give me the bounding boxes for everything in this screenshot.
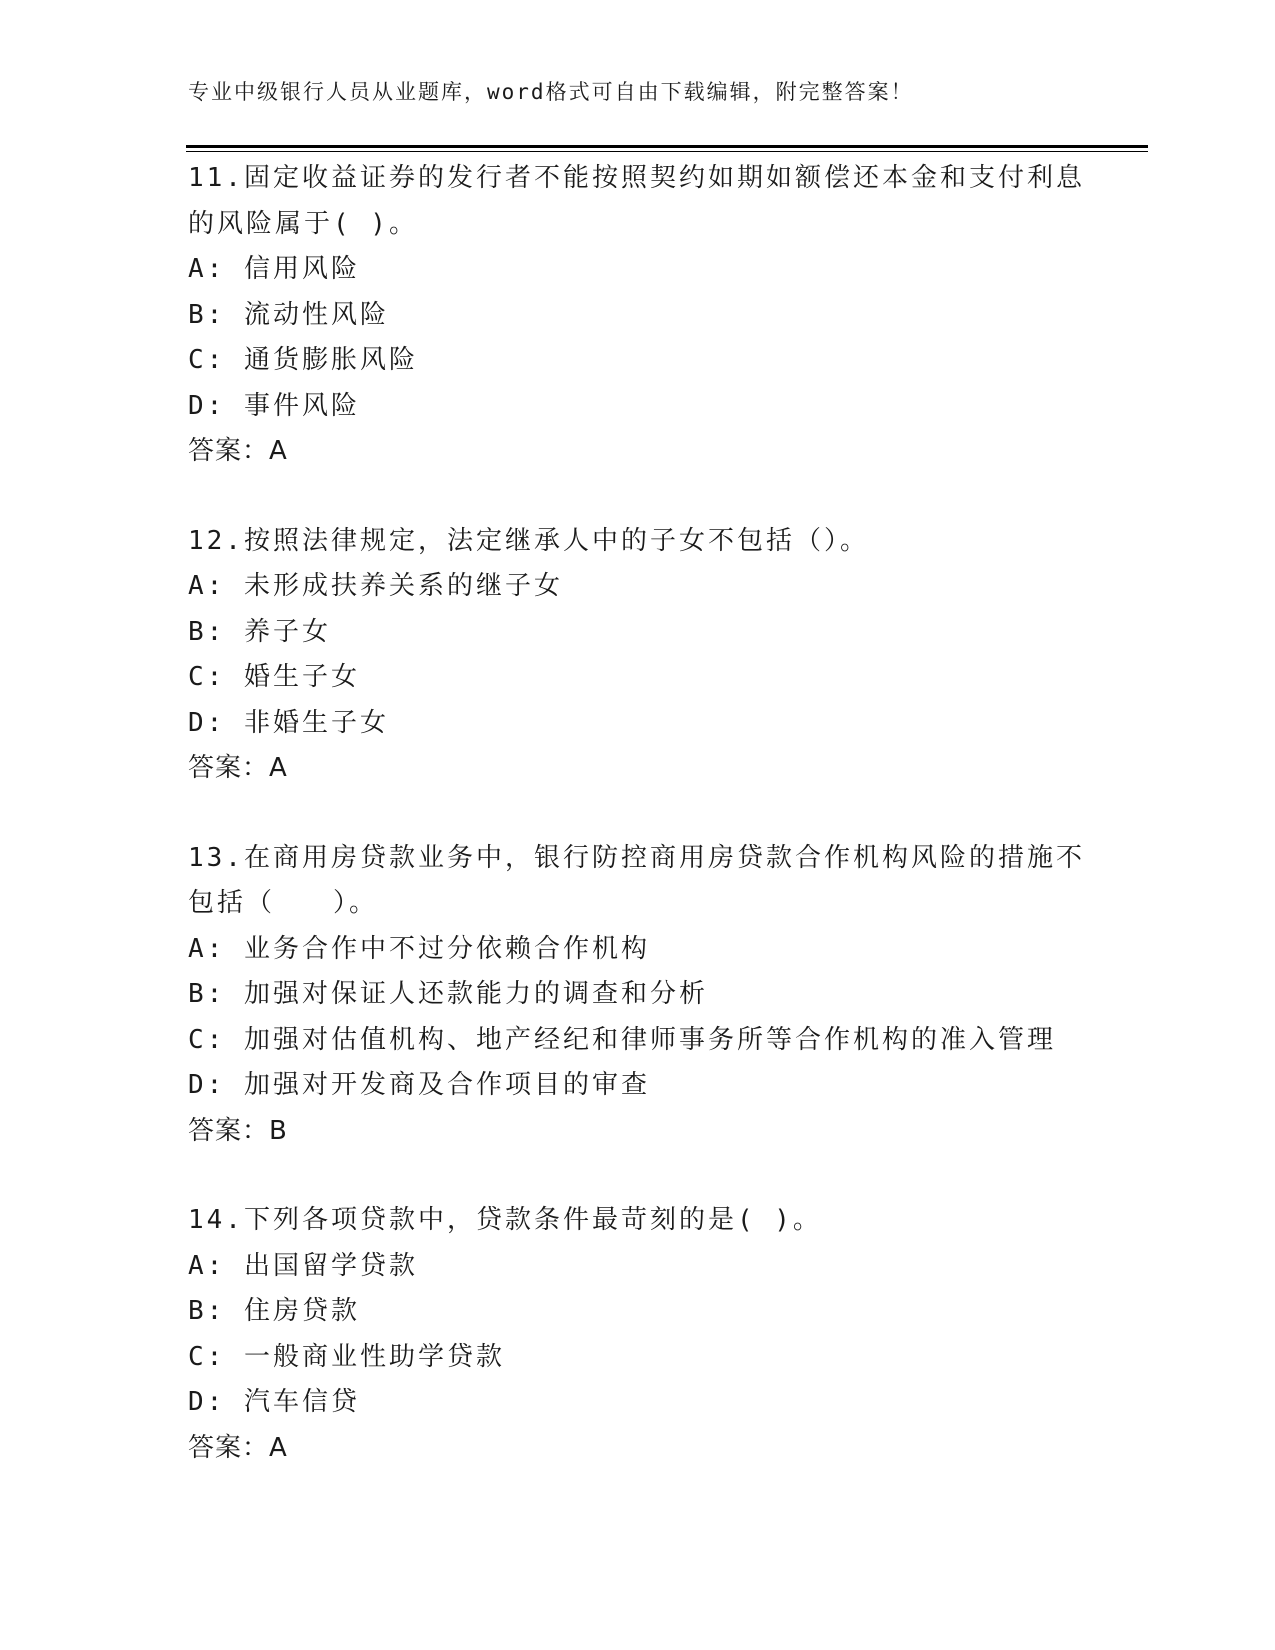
option-a: A: 业务合作中不过分依赖合作机构 bbox=[188, 933, 650, 964]
question-13 bbox=[188, 836, 1088, 1155]
answer-line: 答案：A bbox=[188, 1432, 288, 1463]
option-d: D: 事件风险 bbox=[188, 390, 360, 421]
option-d: D: 加强对开发商及合作项目的审查 bbox=[188, 1070, 650, 1100]
header-rule-thick bbox=[186, 145, 1148, 148]
page-header: 专业中级银行人员从业题库，word格式可自由下载编辑，附完整答案！ bbox=[188, 80, 914, 104]
question-11 bbox=[188, 156, 1088, 475]
option-a: A: 出国留学贷款 bbox=[188, 1250, 418, 1281]
option-c: C: 一般商业性助学贷款 bbox=[188, 1341, 505, 1372]
question-stem: 12.按照法律规定，法定继承人中的子女不包括（）。 bbox=[188, 525, 869, 556]
question-stem: 11.固定收益证券的发行者不能按照契约如期如额偿还本金和支付利息的风险属于( )。 bbox=[188, 163, 1085, 239]
question-stem: 14.下列各项贷款中，贷款条件最苛刻的是( )。 bbox=[188, 1205, 822, 1235]
answer-line: 答案：B bbox=[188, 1115, 288, 1146]
option-d: D: 汽车信贷 bbox=[188, 1387, 360, 1417]
option-d: D: 非婚生子女 bbox=[188, 707, 389, 738]
header-rule-thin bbox=[186, 151, 1148, 152]
option-c: C: 通货膨胀风险 bbox=[188, 345, 418, 375]
answer-line: 答案：A bbox=[188, 436, 288, 466]
question-14 bbox=[188, 1198, 1088, 1471]
question-list bbox=[188, 156, 1088, 1515]
answer-line: 答案：A bbox=[188, 753, 288, 783]
option-b: B: 住房贷款 bbox=[188, 1296, 360, 1326]
option-a: A: 信用风险 bbox=[188, 254, 360, 284]
question-12 bbox=[188, 519, 1088, 792]
option-a: A: 未形成扶养关系的继子女 bbox=[188, 571, 563, 601]
option-b: B: 加强对保证人还款能力的调查和分析 bbox=[188, 979, 708, 1009]
option-c: C: 加强对估值机构、地产经纪和律师事务所等合作机构的准入管理 bbox=[188, 1024, 1056, 1055]
question-stem: 13.在商用房贷款业务中，银行防控商用房贷款合作机构风险的措施不包括（ ）。 bbox=[188, 842, 1085, 918]
option-b: B: 养子女 bbox=[188, 616, 331, 647]
option-b: B: 流动性风险 bbox=[188, 299, 389, 330]
option-c: C: 婚生子女 bbox=[188, 662, 360, 692]
